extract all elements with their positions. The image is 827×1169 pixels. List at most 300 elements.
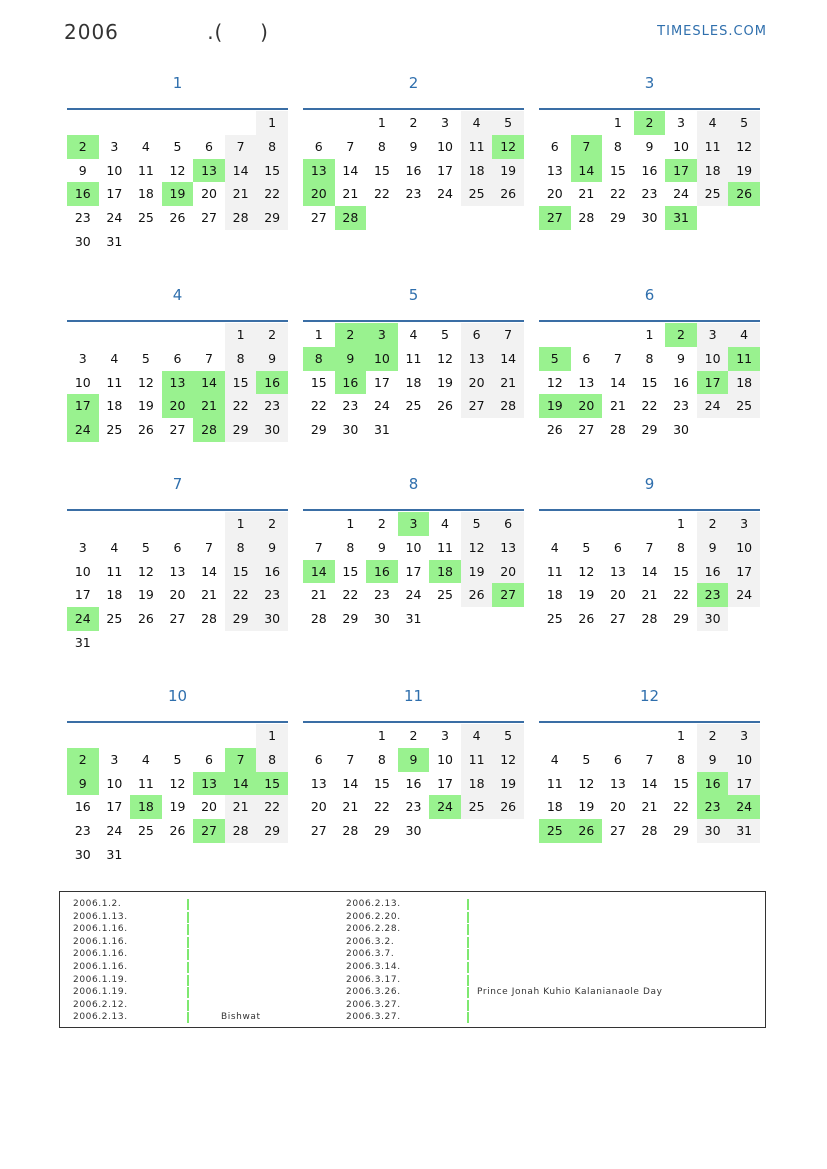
day-cell: 28 bbox=[310, 611, 327, 627]
day-cell: 24 bbox=[106, 210, 123, 226]
legend-date: 2006.2.13. bbox=[73, 1012, 128, 1023]
day-cell: 15 bbox=[673, 563, 689, 579]
day-grid bbox=[67, 323, 288, 442]
day-cell: 1 bbox=[677, 728, 685, 743]
day-cell: 9 bbox=[256, 536, 288, 560]
day-cell: 26 bbox=[437, 398, 453, 414]
day-cell: 12 bbox=[546, 374, 563, 390]
day-cell: 1 bbox=[377, 115, 386, 130]
day-cell: 24 bbox=[728, 795, 760, 819]
day-cell: 1 bbox=[225, 512, 257, 536]
day-cell: 13 bbox=[193, 159, 225, 183]
day-cell: 3 bbox=[398, 512, 430, 536]
legend-date: 2006.2.12. bbox=[73, 999, 128, 1010]
day-cell: 25 bbox=[106, 422, 123, 438]
day-cell: 2 bbox=[409, 728, 418, 743]
day-cell: 28 bbox=[641, 611, 658, 627]
day-cell: 8 bbox=[377, 138, 386, 154]
legend-marker bbox=[467, 1000, 469, 1011]
day-cell: 5 bbox=[461, 512, 493, 536]
day-cell: 11 bbox=[106, 563, 123, 579]
day-cell: 25 bbox=[728, 394, 760, 418]
day-cell: 1 bbox=[225, 323, 257, 347]
day-cell: 15 bbox=[256, 772, 288, 796]
empty-cell bbox=[539, 512, 571, 536]
day-cell: 18 bbox=[106, 587, 123, 603]
day-cell: 11 bbox=[728, 347, 760, 371]
day-cell: 29 bbox=[373, 823, 390, 839]
legend-marker bbox=[187, 937, 189, 948]
day-cell: 26 bbox=[137, 611, 154, 627]
day-cell: 15 bbox=[641, 374, 658, 390]
legend-date: 2006.3.17. bbox=[346, 974, 401, 985]
day-cell: 20 bbox=[201, 186, 217, 202]
day-cell: 3 bbox=[110, 751, 119, 767]
day-cell: 20 bbox=[571, 394, 603, 418]
empty-cell bbox=[602, 724, 634, 748]
day-cell: 2 bbox=[335, 323, 367, 347]
day-cell: 22 bbox=[673, 799, 689, 815]
day-cell: 6 bbox=[461, 323, 493, 347]
day-cell: 10 bbox=[437, 138, 453, 154]
day-cell: 15 bbox=[256, 159, 288, 183]
day-cell: 4 bbox=[141, 751, 150, 767]
legend-marker bbox=[187, 975, 189, 986]
day-cell: 15 bbox=[225, 560, 257, 584]
legend-marker bbox=[467, 949, 469, 960]
day-cell: 7 bbox=[205, 350, 213, 366]
day-cell: 2 bbox=[697, 512, 729, 536]
day-cell: 2 bbox=[634, 111, 666, 135]
day-cell: 8 bbox=[346, 539, 355, 555]
day-cell: 15 bbox=[225, 371, 257, 395]
empty-cell bbox=[602, 323, 634, 347]
day-cell: 11 bbox=[137, 162, 154, 178]
day-cell: 21 bbox=[310, 587, 327, 603]
day-cell: 18 bbox=[546, 587, 563, 603]
day-cell: 10 bbox=[728, 536, 760, 560]
empty-cell bbox=[303, 512, 335, 536]
day-cell: 20 bbox=[609, 587, 626, 603]
day-cell: 20 bbox=[169, 587, 186, 603]
day-cell: 30 bbox=[697, 819, 729, 843]
day-cell: 4 bbox=[550, 751, 559, 767]
empty-cell bbox=[335, 111, 367, 135]
legend-holiday-name: Prince Jonah Kuhio Kalanianaole Day bbox=[477, 987, 663, 998]
day-cell: 9 bbox=[697, 536, 729, 560]
legend-date: 2006.3.26. bbox=[346, 987, 401, 998]
day-cell: 27 bbox=[609, 823, 626, 839]
day-cell: 2 bbox=[256, 323, 288, 347]
day-cell: 30 bbox=[373, 611, 390, 627]
empty-cell bbox=[162, 724, 194, 748]
day-cell: 23 bbox=[74, 823, 91, 839]
empty-cell bbox=[193, 512, 225, 536]
legend-date: 2006.1.16. bbox=[73, 924, 128, 935]
day-cell: 27 bbox=[492, 583, 524, 607]
day-cell: 25 bbox=[405, 398, 422, 414]
day-cell: 21 bbox=[225, 795, 257, 819]
day-cell: 22 bbox=[609, 186, 626, 202]
day-cell: 22 bbox=[373, 799, 390, 815]
day-cell: 6 bbox=[173, 350, 182, 366]
day-cell: 11 bbox=[106, 374, 123, 390]
empty-cell bbox=[539, 724, 571, 748]
day-cell: 24 bbox=[429, 795, 461, 819]
legend-date: 2006.2.13. bbox=[346, 899, 401, 909]
day-cell: 6 bbox=[173, 539, 182, 555]
day-cell: 26 bbox=[461, 583, 493, 607]
month-divider bbox=[67, 108, 288, 110]
day-cell: 21 bbox=[342, 799, 359, 815]
day-cell: 20 bbox=[546, 186, 563, 202]
day-cell: 30 bbox=[405, 823, 422, 839]
day-cell: 13 bbox=[492, 536, 524, 560]
day-cell: 28 bbox=[335, 206, 367, 230]
day-cell: 18 bbox=[546, 799, 563, 815]
month-divider bbox=[303, 320, 524, 322]
day-cell: 19 bbox=[539, 394, 571, 418]
legend-holiday-name: Bishwat bbox=[221, 1012, 261, 1023]
day-cell: 26 bbox=[169, 210, 186, 226]
day-cell: 14 bbox=[609, 374, 626, 390]
day-cell: 25 bbox=[106, 611, 123, 627]
day-cell: 12 bbox=[461, 536, 493, 560]
day-cell: 6 bbox=[314, 751, 323, 767]
empty-cell bbox=[539, 111, 571, 135]
day-cell: 27 bbox=[609, 611, 626, 627]
legend-date: 2006.2.20. bbox=[346, 911, 401, 922]
day-cell: 3 bbox=[441, 115, 449, 130]
day-cell: 12 bbox=[137, 563, 154, 579]
day-cell: 12 bbox=[169, 162, 186, 178]
day-cell: 3 bbox=[110, 138, 119, 154]
day-cell: 5 bbox=[728, 111, 760, 135]
day-cell: 29 bbox=[673, 823, 689, 839]
day-cell: 30 bbox=[256, 418, 288, 442]
empty-cell bbox=[303, 111, 335, 135]
day-cell: 11 bbox=[137, 775, 154, 791]
legend-marker bbox=[467, 987, 469, 998]
legend-date: 2006.1.16. bbox=[73, 961, 128, 972]
day-cell: 24 bbox=[67, 607, 99, 631]
day-cell: 18 bbox=[130, 795, 162, 819]
day-cell: 12 bbox=[728, 135, 760, 159]
day-cell: 7 bbox=[645, 751, 654, 767]
day-cell: 9 bbox=[256, 347, 288, 371]
day-cell: 7 bbox=[645, 539, 654, 555]
day-cell: 17 bbox=[106, 186, 123, 202]
day-cell: 29 bbox=[342, 611, 359, 627]
day-cell: 10 bbox=[697, 347, 729, 371]
day-cell: 19 bbox=[578, 587, 595, 603]
day-cell: 3 bbox=[728, 724, 760, 748]
day-cell: 25 bbox=[437, 587, 453, 603]
month-divider bbox=[303, 108, 524, 110]
day-cell: 16 bbox=[697, 772, 729, 796]
legend-date: 2006.3.14. bbox=[346, 961, 401, 972]
day-cell: 26 bbox=[578, 611, 595, 627]
day-cell: 13 bbox=[193, 772, 225, 796]
day-cell: 5 bbox=[141, 539, 150, 555]
legend-marker bbox=[187, 912, 189, 923]
day-cell: 20 bbox=[492, 560, 524, 584]
day-cell: 17 bbox=[373, 374, 390, 390]
legend-date: 2006.3.2. bbox=[346, 936, 395, 947]
day-cell: 3 bbox=[677, 115, 685, 130]
day-cell: 18 bbox=[429, 560, 461, 584]
day-cell: 5 bbox=[441, 327, 449, 342]
legend-date: 2006.3.27. bbox=[346, 999, 401, 1010]
day-cell: 12 bbox=[492, 135, 524, 159]
day-cell: 16 bbox=[67, 182, 99, 206]
empty-cell bbox=[193, 724, 225, 748]
day-grid bbox=[67, 512, 288, 655]
day-cell: 1 bbox=[377, 728, 386, 743]
day-cell: 16 bbox=[74, 799, 91, 815]
day-cell: 8 bbox=[303, 347, 335, 371]
day-cell: 29 bbox=[641, 422, 658, 438]
day-cell: 8 bbox=[677, 539, 685, 555]
day-cell: 14 bbox=[342, 775, 359, 791]
day-cell: 23 bbox=[641, 186, 658, 202]
day-cell: 28 bbox=[193, 418, 225, 442]
day-cell: 18 bbox=[461, 159, 493, 183]
day-cell: 19 bbox=[578, 799, 595, 815]
day-cell: 6 bbox=[613, 751, 622, 767]
day-cell: 10 bbox=[673, 138, 689, 154]
day-cell: 1 bbox=[346, 516, 355, 531]
day-cell: 24 bbox=[697, 394, 729, 418]
day-cell: 11 bbox=[405, 350, 422, 366]
day-cell: 29 bbox=[225, 418, 257, 442]
empty-cell bbox=[162, 512, 194, 536]
day-cell: 7 bbox=[314, 539, 323, 555]
day-cell: 27 bbox=[461, 394, 493, 418]
day-cell: 23 bbox=[697, 795, 729, 819]
legend-marker bbox=[187, 1000, 189, 1011]
day-cell: 30 bbox=[641, 210, 658, 226]
day-cell: 17 bbox=[728, 560, 760, 584]
day-cell: 19 bbox=[137, 398, 154, 414]
day-cell: 11 bbox=[461, 135, 493, 159]
month-name: 9 bbox=[644, 475, 655, 493]
day-cell: 23 bbox=[373, 587, 390, 603]
day-cell: 19 bbox=[437, 374, 453, 390]
month-name: 5 bbox=[408, 286, 419, 304]
day-cell: 31 bbox=[665, 206, 697, 230]
month-name: 7 bbox=[172, 475, 183, 493]
month-divider bbox=[539, 108, 760, 110]
day-cell: 18 bbox=[697, 159, 729, 183]
legend-marker bbox=[187, 899, 189, 910]
day-cell: 14 bbox=[342, 162, 359, 178]
day-cell: 20 bbox=[162, 394, 194, 418]
day-cell: 5 bbox=[492, 724, 524, 748]
legend-marker bbox=[187, 1012, 189, 1023]
day-grid bbox=[539, 111, 760, 230]
day-cell: 24 bbox=[437, 186, 453, 202]
empty-cell bbox=[99, 111, 131, 135]
day-cell: 15 bbox=[673, 775, 689, 791]
day-cell: 15 bbox=[609, 162, 626, 178]
day-cell: 21 bbox=[193, 394, 225, 418]
legend-marker bbox=[467, 962, 469, 973]
day-cell: 24 bbox=[405, 587, 422, 603]
month-name: 12 bbox=[639, 687, 660, 705]
day-cell: 2 bbox=[67, 748, 99, 772]
day-cell: 16 bbox=[256, 560, 288, 584]
month-name: 6 bbox=[644, 286, 655, 304]
legend-date: 2006.1.13. bbox=[73, 911, 128, 922]
day-cell: 28 bbox=[225, 206, 257, 230]
day-cell: 26 bbox=[571, 819, 603, 843]
day-grid bbox=[539, 512, 760, 631]
day-cell: 22 bbox=[256, 182, 288, 206]
month-name: 10 bbox=[167, 687, 188, 705]
day-cell: 20 bbox=[609, 799, 626, 815]
day-cell: 23 bbox=[405, 186, 422, 202]
day-cell: 28 bbox=[225, 819, 257, 843]
day-cell: 2 bbox=[697, 724, 729, 748]
day-cell: 29 bbox=[256, 206, 288, 230]
day-cell: 17 bbox=[437, 775, 453, 791]
day-cell: 7 bbox=[613, 350, 622, 366]
empty-cell bbox=[67, 323, 99, 347]
day-cell: 13 bbox=[461, 347, 493, 371]
empty-cell bbox=[539, 323, 571, 347]
day-cell: 13 bbox=[609, 563, 626, 579]
day-cell: 1 bbox=[314, 327, 323, 342]
day-cell: 8 bbox=[256, 135, 288, 159]
month-name: 11 bbox=[403, 687, 424, 705]
day-cell: 18 bbox=[461, 772, 493, 796]
day-cell: 9 bbox=[677, 350, 685, 366]
day-cell: 29 bbox=[225, 607, 257, 631]
day-cell: 19 bbox=[461, 560, 493, 584]
day-cell: 5 bbox=[141, 350, 150, 366]
day-cell: 27 bbox=[169, 611, 186, 627]
day-cell: 18 bbox=[728, 371, 760, 395]
day-cell: 11 bbox=[697, 135, 729, 159]
day-cell: 31 bbox=[74, 634, 91, 650]
empty-cell bbox=[335, 724, 367, 748]
day-cell: 19 bbox=[492, 772, 524, 796]
day-cell: 8 bbox=[377, 751, 386, 767]
day-cell: 21 bbox=[201, 587, 217, 603]
empty-cell bbox=[602, 512, 634, 536]
day-cell: 9 bbox=[409, 138, 418, 154]
empty-cell bbox=[225, 111, 257, 135]
day-grid bbox=[539, 724, 760, 843]
day-cell: 22 bbox=[256, 795, 288, 819]
day-cell: 12 bbox=[578, 775, 595, 791]
day-cell: 7 bbox=[346, 138, 355, 154]
day-cell: 4 bbox=[697, 111, 729, 135]
day-cell: 11 bbox=[546, 775, 563, 791]
day-cell: 13 bbox=[310, 775, 327, 791]
day-cell: 20 bbox=[201, 799, 217, 815]
day-cell: 21 bbox=[342, 186, 359, 202]
day-cell: 12 bbox=[437, 350, 453, 366]
legend-marker bbox=[467, 937, 469, 948]
day-cell: 3 bbox=[697, 323, 729, 347]
day-cell: 19 bbox=[728, 159, 760, 183]
day-cell: 7 bbox=[492, 323, 524, 347]
day-cell: 15 bbox=[373, 775, 390, 791]
day-cell: 30 bbox=[342, 422, 359, 438]
day-cell: 23 bbox=[256, 394, 288, 418]
day-cell: 26 bbox=[492, 182, 524, 206]
day-cell: 30 bbox=[697, 607, 729, 631]
day-cell: 11 bbox=[461, 748, 493, 772]
day-cell: 8 bbox=[677, 751, 685, 767]
day-cell: 21 bbox=[225, 182, 257, 206]
day-cell: 17 bbox=[728, 772, 760, 796]
day-cell: 2 bbox=[67, 135, 99, 159]
day-cell: 14 bbox=[225, 159, 257, 183]
day-cell: 4 bbox=[110, 350, 119, 366]
day-cell: 20 bbox=[461, 371, 493, 395]
calendar-title: 2006 .( ) bbox=[64, 20, 269, 44]
legend-marker bbox=[467, 975, 469, 986]
day-cell: 14 bbox=[193, 371, 225, 395]
legend-marker bbox=[187, 949, 189, 960]
month-name: 1 bbox=[172, 74, 183, 92]
month-divider bbox=[67, 721, 288, 723]
day-cell: 13 bbox=[303, 159, 335, 183]
month-divider bbox=[539, 509, 760, 511]
day-cell: 31 bbox=[373, 422, 390, 438]
legend-marker bbox=[467, 1012, 469, 1023]
day-cell: 17 bbox=[697, 371, 729, 395]
day-cell: 22 bbox=[225, 583, 257, 607]
day-cell: 18 bbox=[137, 186, 154, 202]
day-cell: 24 bbox=[728, 583, 760, 607]
day-cell: 3 bbox=[441, 728, 449, 743]
day-cell: 9 bbox=[78, 162, 87, 178]
month-name: 8 bbox=[408, 475, 419, 493]
day-cell: 24 bbox=[67, 418, 99, 442]
empty-cell bbox=[303, 724, 335, 748]
day-cell: 14 bbox=[303, 560, 335, 584]
day-cell: 25 bbox=[137, 210, 154, 226]
day-cell: 3 bbox=[78, 539, 87, 555]
day-cell: 10 bbox=[405, 539, 422, 555]
day-cell: 26 bbox=[492, 795, 524, 819]
day-cell: 21 bbox=[492, 371, 524, 395]
empty-cell bbox=[571, 512, 603, 536]
day-cell: 5 bbox=[492, 111, 524, 135]
day-cell: 24 bbox=[373, 398, 390, 414]
legend-date: 2006.1.19. bbox=[73, 974, 128, 985]
day-cell: 5 bbox=[582, 751, 591, 767]
day-cell: 28 bbox=[492, 394, 524, 418]
day-cell: 25 bbox=[461, 795, 493, 819]
day-cell: 9 bbox=[398, 748, 430, 772]
site-brand-link[interactable]: TIMESLES.COM bbox=[657, 24, 767, 39]
day-cell: 31 bbox=[106, 233, 123, 249]
legend-marker bbox=[467, 924, 469, 935]
day-cell: 8 bbox=[613, 138, 622, 154]
day-cell: 1 bbox=[677, 516, 685, 531]
month-divider bbox=[539, 721, 760, 723]
day-cell: 23 bbox=[256, 583, 288, 607]
day-cell: 10 bbox=[74, 374, 91, 390]
day-cell: 25 bbox=[461, 182, 493, 206]
day-cell: 27 bbox=[578, 422, 595, 438]
day-cell: 7 bbox=[225, 748, 257, 772]
